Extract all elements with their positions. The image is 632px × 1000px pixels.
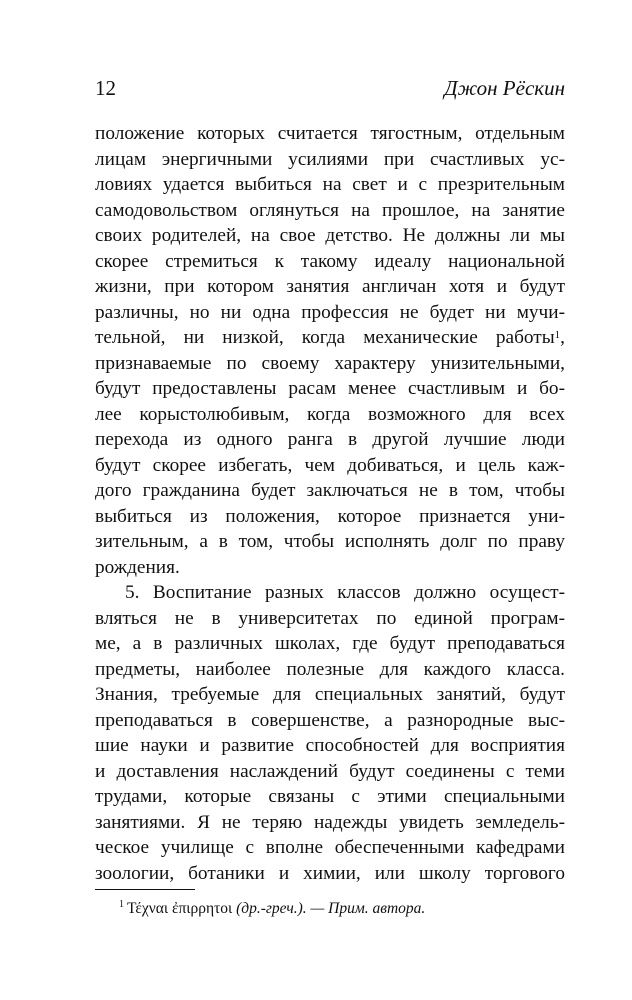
footnote — [119, 900, 425, 918]
text-line: зоологии, ботаники и химии, или школу торгового — [95, 862, 565, 884]
text-line: шие науки и развитие способностей для восприятия — [95, 735, 565, 756]
text-line: преподаваться в совершенстве, а разнородные выс- — [95, 709, 565, 731]
text-line: ловиях удается выбиться на свет и с презрительным — [95, 174, 565, 195]
text-line: самодовольством оглянуться на прошлое, на занятие — [95, 199, 565, 221]
text-line: выбиться из положения, которое признается уни- — [95, 505, 565, 527]
page-number: 12 — [95, 76, 116, 100]
footnote-source: (др.-греч.). — Прим. автора. — [236, 900, 426, 917]
paragraph-start-line: 5. Воспитание разных классов должно осущест- — [125, 582, 565, 603]
text-line: лее корыстолюбивым, когда возможного для всех — [95, 403, 565, 425]
footnote-mark: 1 — [119, 899, 124, 910]
text-line: трудами, которые связаны с этими специальными — [95, 786, 565, 807]
body-text — [95, 121, 565, 886]
text-line: занятиями. Я не теряю надежды увидеть земледель- — [95, 811, 565, 833]
text-line: положение которых считается тягостным, отдельным — [95, 123, 565, 144]
running-head: Джон Рёскин — [444, 76, 565, 100]
text-line: Знания, требуемые для специальных занятий, будут — [95, 684, 565, 705]
text-line: предметы, наиболее полезные для каждого класса. — [95, 658, 565, 680]
text-line: ме, а в различных школах, где будут преподаваться — [95, 633, 565, 654]
text-line: ческое училище с вполне обеспеченными кафедрами — [95, 837, 565, 858]
text-line: зительным, а в том, чтобы исполнять долг по праву — [95, 531, 565, 552]
text-line: будут скорее избегать, чем добиваться, и цель каж- — [95, 454, 565, 476]
text-line-fragment: тельной, ни низкой, когда механические работы — [95, 327, 555, 348]
text-line: своих родителей, на свое детство. Не должны ли мы — [95, 225, 565, 246]
text-line: различны, но ни одна профессия не будет ни мучи- — [95, 301, 565, 323]
text-line: и доставления наслаждений будут соединены с теми — [95, 760, 565, 782]
text-line: дого гражданина будет заключаться не в том, чтобы — [95, 480, 565, 501]
text-line: скорее стремиться к такому идеалу национальной — [95, 250, 565, 272]
text-line: рождения. — [95, 556, 180, 578]
footnote-greek-text: Τέχναι ἐπιρρητοι — [127, 900, 233, 917]
text-line-with-footnote: тельной, ни низкой, когда механические работы$^1$, — [95, 327, 565, 348]
text-line: будут предоставлены расам менее счастливым и бо- — [95, 378, 565, 399]
text-line: жизни, при котором занятия англичан хотя и будут — [95, 276, 565, 297]
text-line: лицам энергичными усилиями при счастливых ус- — [95, 148, 565, 170]
footnote-reference[interactable]: 1 — [554, 329, 561, 341]
text-line: признаваемые по своему характеру унизительными, — [95, 352, 565, 374]
text-line: перехода из одного ранга в другой лучшие люди — [95, 429, 565, 450]
page-header — [95, 76, 565, 106]
text-line: вляться не в университетах по единой програм- — [95, 607, 565, 629]
footnote-divider — [95, 889, 195, 890]
